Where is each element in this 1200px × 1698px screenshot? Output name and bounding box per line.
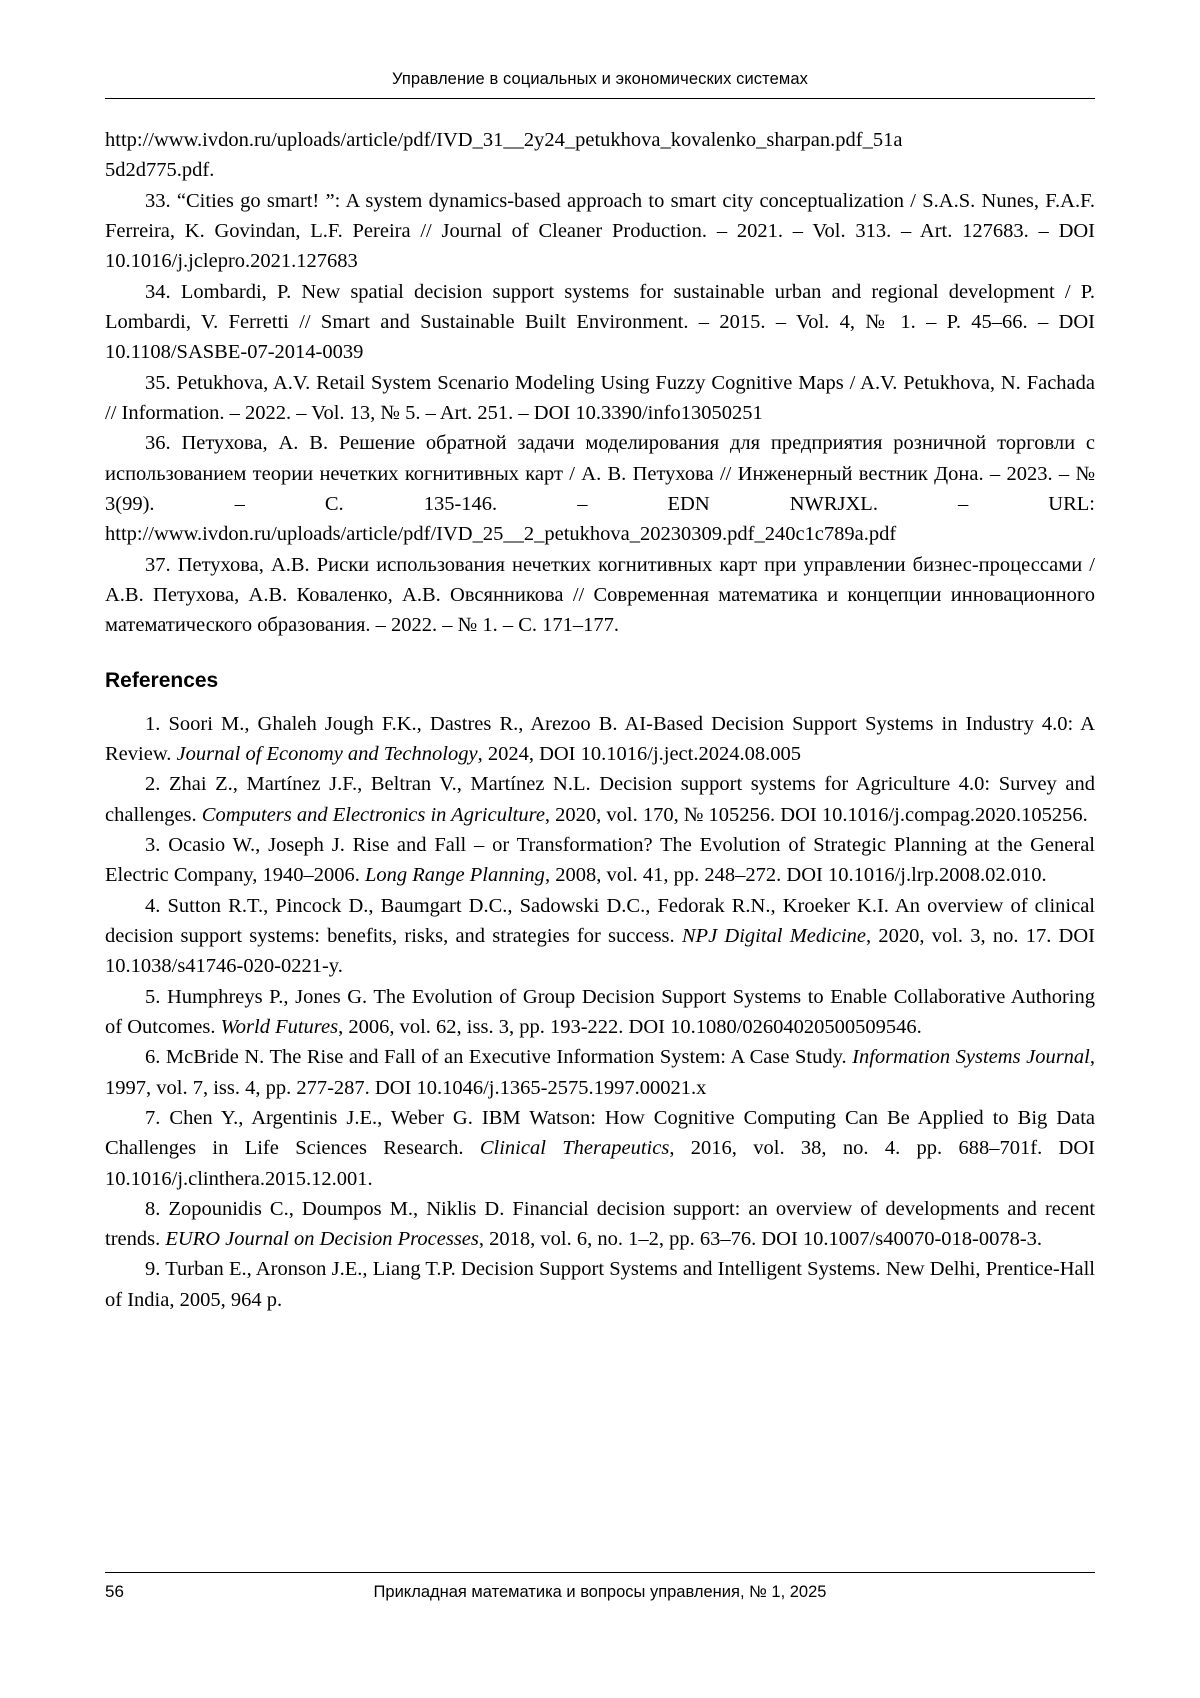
reference-text: Sutton R.T., Pincock D., Baumgart D.C., Sadowski D.C., Fedorak R.N., Kroeker K.I. An overview of clinical decision support systems: benefits, risks, and strategies for success. bbox=[105, 894, 1095, 947]
reference-source-title: Long Range Planning bbox=[365, 864, 545, 887]
reference-text: Zhai Z., Martínez J.F., Beltran V., Martínez N.L. Decision support systems for Agriculture 4.0: Survey and challenges. bbox=[105, 773, 1095, 826]
reference-text: Soori M., Ghaleh Jough F.K., Dastres R., Arezoo B. AI-Based Decision Support Systems in Industry 4.0: A Review. bbox=[105, 712, 1096, 765]
reference-text: Zopounidis C., Doumpos M., Niklis D. Financial decision support: an overview of developments and recent trends. bbox=[105, 1197, 1096, 1251]
reference-item bbox=[105, 1103, 1095, 1194]
reference-item bbox=[105, 550, 1095, 641]
reference-text: , 2018, vol. 6, no. 1–2, pp. 63–76. DOI 10.1007/s40070-018-0078-3. bbox=[478, 1228, 1043, 1251]
reference-text: McBride N. The Rise and Fall of an Executive Information System: A Case Study. bbox=[165, 1046, 853, 1069]
reference-item bbox=[105, 1254, 1095, 1315]
reference-number: 2. bbox=[145, 773, 161, 796]
reference-text: Petukhova, A.V. Retail System Scenario Modeling Using Fuzzy Cognitive Maps / A.V. Petukhova, N. Fachada // Information. – 2022. – Vol. 13, № 5. – Art. 251. – DOI 10.3390/info13050251 bbox=[105, 371, 1095, 424]
reference-text: , 2020, vol. 170, № 105256. DOI 10.1016/j.compag.2020.105256. bbox=[544, 803, 1088, 826]
reference-number: 33. bbox=[145, 189, 171, 212]
reference-text: Humphreys P., Jones G. The Evolution of Group Decision Support Systems to Enable Collaborative Authoring of Outcomes. bbox=[105, 985, 1096, 1038]
continued-url-paragraph bbox=[105, 125, 1095, 186]
reference-source-title: NPJ Digital Medicine bbox=[681, 924, 866, 947]
references-heading: References bbox=[105, 668, 219, 692]
reference-text: Turban E., Aronson J.E., Liang T.P. Decision Support Systems and Intelligent Systems. New Delhi, Prentice-Hall of India, 2005, 964 p. bbox=[105, 1258, 1095, 1311]
reference-source-title: World Futures bbox=[220, 1015, 339, 1038]
reference-source-title: Computers and Electronics in Agriculture bbox=[201, 803, 545, 826]
reference-number: 8. bbox=[145, 1197, 161, 1220]
continued-url-line2: 5d2d775.pdf. bbox=[105, 159, 215, 182]
reference-item bbox=[105, 1194, 1095, 1255]
reference-item bbox=[105, 982, 1095, 1043]
reference-item bbox=[105, 277, 1095, 368]
footer-page-number: 56 bbox=[105, 1582, 124, 1601]
reference-text: , 2020, vol. 3, no. 17. DOI 10.1038/s41746-020-0221-y. bbox=[105, 924, 1095, 978]
reference-item bbox=[105, 709, 1095, 770]
english-reference-list bbox=[105, 709, 1095, 1316]
reference-number: 7. bbox=[145, 1106, 161, 1129]
reference-number: 4. bbox=[145, 894, 161, 917]
reference-number: 35. bbox=[145, 371, 171, 394]
reference-number: 1. bbox=[145, 712, 161, 735]
reference-item bbox=[105, 769, 1095, 830]
reference-text: Петухова, А.В. Риски использования нечетких когнитивных карт при управлении бизнес-процессами / А.В. Петухова, А.В. Коваленко, А.В. Овсянникова // Современная математика и концепции инновационного математического образования. – 2022. – № 1. – С. 171–177. bbox=[105, 553, 1095, 637]
reference-number: 37. bbox=[145, 553, 171, 576]
reference-number: 36. bbox=[145, 432, 171, 455]
reference-text: Петухова, А. В. Решение обратной задачи моделирования для предприятия розничной торговли с использованием теории нечетких когнитивных карт / А. В. Петухова // Инженерный вестник Дона. – 2023. – № 3(99). – С. 135-146. – EDN NWRJXL. – URL: http://www.ivdon.ru/uploads/article/pdf/IVD_25__2_petukhova_20230309.pdf_240c1c789a.pdf bbox=[105, 432, 1095, 546]
reference-number: 6. bbox=[145, 1046, 161, 1069]
reference-source-title: EURO Journal on Decision Processes bbox=[165, 1228, 479, 1251]
reference-text: , 2016, vol. 38, no. 4. pp. 688–701f. DOI 10.1016/j.clinthera.2015.12.001. bbox=[105, 1137, 1095, 1190]
reference-number: 3. bbox=[145, 833, 161, 856]
reference-number: 5. bbox=[145, 985, 161, 1008]
reference-item bbox=[105, 368, 1095, 429]
reference-source-title: Journal of Economy and Technology bbox=[176, 742, 478, 765]
footer-journal-line: Прикладная математика и вопросы управления, № 1, 2025 bbox=[373, 1583, 827, 1601]
reference-text: , 2006, vol. 62, iss. 3, pp. 193-222. DOI 10.1080/02604020500509546. bbox=[338, 1015, 922, 1038]
reference-text: , 2008, vol. 41, pp. 248–272. DOI 10.1016/j.lrp.2008.02.010. bbox=[544, 864, 1047, 887]
reference-source-title: Information Systems Journal bbox=[852, 1046, 1090, 1069]
reference-number: 34. bbox=[145, 280, 171, 303]
reference-item bbox=[105, 186, 1095, 277]
russian-reference-list bbox=[105, 186, 1095, 641]
running-head: Управление в социальных и экономических системах bbox=[105, 70, 1095, 99]
page-content bbox=[105, 70, 1095, 1315]
page-footer bbox=[105, 1572, 1095, 1602]
reference-text: , 2024, DOI 10.1016/j.ject.2024.08.005 bbox=[477, 742, 801, 765]
reference-text: Lombardi, P. New spatial decision support systems for sustainable urban and regional development / P. Lombardi, V. Ferretti // Smart and Sustainable Built Environment. – 2015. – Vol. 4, № 1. – P. 45–66. – DOI 10.1108/SASBE-07-2014-0039 bbox=[105, 280, 1095, 364]
reference-source-title: Clinical Therapeutics bbox=[479, 1137, 670, 1160]
reference-item bbox=[105, 428, 1095, 549]
reference-item bbox=[105, 830, 1095, 891]
reference-item bbox=[105, 1042, 1095, 1103]
reference-text: “Cities go smart! ”: A system dynamics-based approach to smart city conceptualization / S.A.S. Nunes, F.A.F. Ferreira, K. Govindan, L.F. Pereira // Journal of Cleaner Production. – 2021. – Vol. 313. – Art. 127683. – DOI 10.1016/j.jclepro.2021.127683 bbox=[105, 189, 1095, 273]
reference-text: , 1997, vol. 7, iss. 4, pp. 277-287. DOI 10.1046/j.1365-2575.1997.00021.x bbox=[105, 1046, 1096, 1099]
reference-text: Ocasio W., Joseph J. Rise and Fall – or Transformation? The Evolution of Strategic Planning at the General Electric Company, 1940–2006. bbox=[105, 833, 1095, 887]
reference-item bbox=[105, 891, 1095, 982]
continued-url-line1: http://www.ivdon.ru/uploads/article/pdf/IVD_31__2y24_petukhova_kovalenko_sharpan.pdf_51a bbox=[105, 129, 903, 151]
reference-text: Chen Y., Argentinis J.E., Weber G. IBM Watson: How Cognitive Computing Can Be Applied to Big Data Challenges in Life Sciences Research. bbox=[105, 1106, 1095, 1160]
reference-number: 9. bbox=[145, 1258, 161, 1281]
